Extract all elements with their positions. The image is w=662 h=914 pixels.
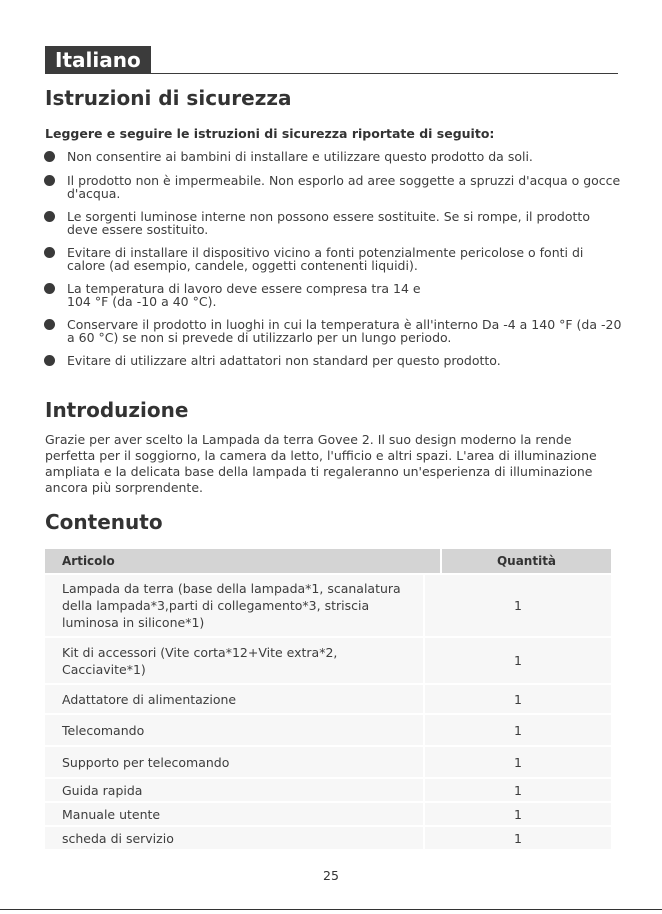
table-row: Kit di accessori (Vite corta*12+Vite extra*2, Cacciavite*1) 1 <box>45 636 611 683</box>
bullet-icon <box>44 175 55 186</box>
bullet-icon <box>44 355 55 366</box>
table-row: Lampada da terra (base della lampada*1, scanalatura della lampada*3,parti di collegamento*3, striscia luminosa in silicone*1) 1 <box>45 573 611 636</box>
bullet-icon <box>44 247 55 258</box>
safety-list <box>44 150 624 371</box>
bullet-icon <box>44 151 55 162</box>
bullet-icon <box>44 283 55 294</box>
safety-item: Evitare di installare il dispositivo vicino a fonti potenzialmente pericolose o fonti di calore (ad esempio, candele, oggetti contenenti liquidi). <box>44 246 624 276</box>
table-row: Supporto per telecomando 1 <box>45 745 611 777</box>
introduction-title: Introduzione <box>45 398 189 422</box>
safety-intro: Leggere e seguire le istruzioni di sicurezza riportate di seguito: <box>45 126 495 141</box>
table-row: Guida rapida 1 <box>45 777 611 801</box>
safety-item: Evitare di utilizzare altri adattatori non standard per questo prodotto. <box>44 354 624 371</box>
bullet-icon <box>44 319 55 330</box>
bullet-icon <box>44 211 55 222</box>
safety-item: Conservare il prodotto in luoghi in cui la temperatura è all'interno Da -4 a 140 °F (da -20 a 60 °C) se non si prevede di utilizzarlo per un lungo periodo. <box>44 318 624 348</box>
column-header-quantity: Quantità <box>440 549 611 573</box>
safety-item: La temperatura di lavoro deve essere compresa tra 14 e 104 °F (da -10 a 40 °C). <box>44 282 624 312</box>
table-row: Adattatore di alimentazione 1 <box>45 683 611 713</box>
table-row: Telecomando 1 <box>45 713 611 745</box>
contents-title: Contenuto <box>45 510 163 534</box>
language-tab: Italiano <box>45 46 151 74</box>
introduction-text: Grazie per aver scelto la Lampada da terra Govee 2. Il suo design moderno la rende perfetta per il soggiorno, la camera da letto, l'ufficio e altri spazi. L'area di illuminazione ampliata e la delicata base della lampada ti regaleranno un'esperienza di illuminazione ancora più sorprendente. <box>45 432 597 495</box>
safety-item: Non consentire ai bambini di installare e utilizzare questo prodotto da soli. <box>44 150 624 167</box>
table-header <box>45 549 611 573</box>
safety-item: Il prodotto non è impermeabile. Non esporlo ad aree soggette a spruzzi d'acqua o gocce d'acqua. <box>44 174 624 204</box>
language-header <box>45 46 618 74</box>
header-divider <box>45 73 618 74</box>
table-row: Manuale utente 1 <box>45 801 611 825</box>
page-number: 25 <box>323 868 339 883</box>
footer-divider <box>0 909 662 910</box>
contents-table <box>45 549 611 849</box>
safety-title: Istruzioni di sicurezza <box>45 86 292 110</box>
column-header-item: Articolo <box>62 554 115 568</box>
safety-item: Le sorgenti luminose interne non possono essere sostituite. Se si rompe, il prodotto deve essere sostituito. <box>44 210 624 240</box>
table-row: scheda di servizio 1 <box>45 825 611 849</box>
